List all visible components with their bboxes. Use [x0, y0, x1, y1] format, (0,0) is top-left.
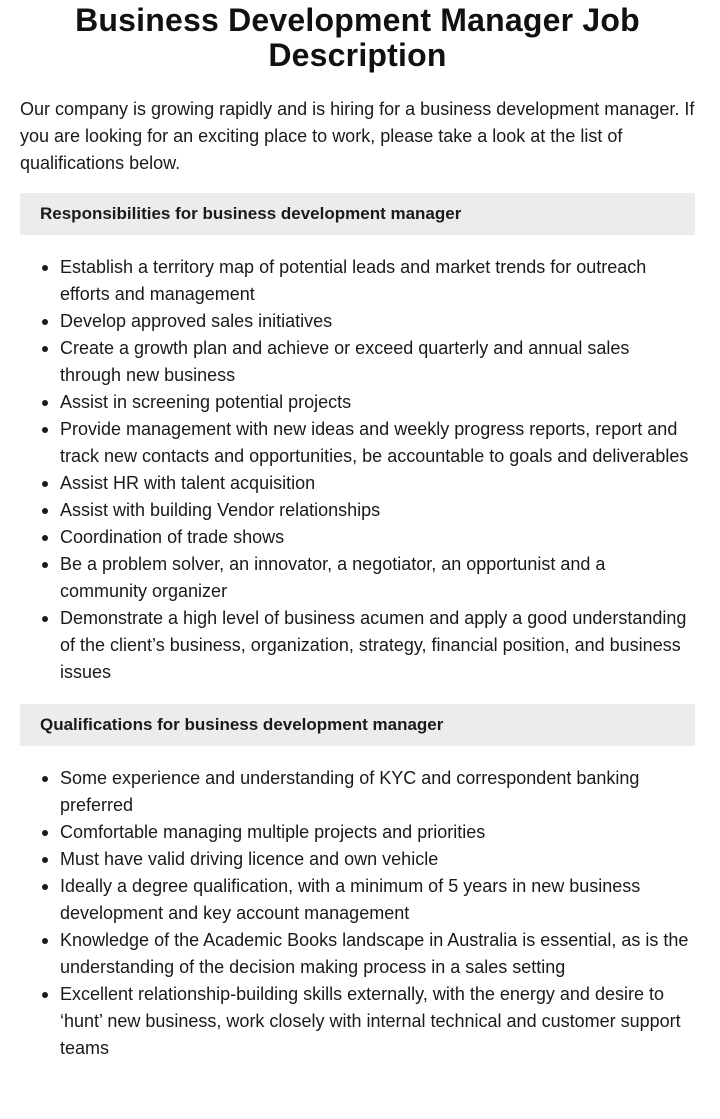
qualifications-heading: Qualifications for business development manager: [20, 704, 695, 746]
responsibilities-list: [20, 254, 695, 686]
list-item: Be a problem solver, an innovator, a negotiator, an opportunist and a community organizer: [60, 551, 695, 605]
list-item: Comfortable managing multiple projects and priorities: [60, 819, 695, 846]
list-item: Some experience and understanding of KYC and correspondent banking preferred: [60, 765, 695, 819]
list-item: Ideally a degree qualification, with a minimum of 5 years in new business development and key account management: [60, 873, 695, 927]
list-item: Must have valid driving licence and own vehicle: [60, 846, 695, 873]
list-item: Establish a territory map of potential leads and market trends for outreach efforts and management: [60, 254, 695, 308]
list-item: Coordination of trade shows: [60, 524, 695, 551]
list-item: Excellent relationship-building skills externally, with the energy and desire to ‘hunt’ new business, work closely with internal technical and customer support teams: [60, 981, 695, 1062]
list-item: Knowledge of the Academic Books landscape in Australia is essential, as is the understanding of the decision making process in a sales setting: [60, 927, 695, 981]
responsibilities-heading: Responsibilities for business development manager: [20, 193, 695, 235]
page-title: Business Development Manager Job Description: [75, 2, 640, 73]
list-item: Demonstrate a high level of business acumen and apply a good understanding of the client’s business, organization, strategy, financial position, and business issues: [60, 605, 695, 686]
list-item: Assist in screening potential projects: [60, 389, 695, 416]
intro-paragraph: Our company is growing rapidly and is hiring for a business development manager. If you are looking for an exciting place to work, please take a look at the list of qualifications below.: [20, 99, 695, 173]
list-item: Create a growth plan and achieve or exceed quarterly and annual sales through new business: [60, 335, 695, 389]
list-item: Assist with building Vendor relationships: [60, 497, 695, 524]
list-item: Assist HR with talent acquisition: [60, 470, 695, 497]
list-item: Provide management with new ideas and weekly progress reports, report and track new contacts and opportunities, be accountable to goals and deliverables: [60, 416, 695, 470]
list-item: Develop approved sales initiatives: [60, 308, 695, 335]
qualifications-list: [20, 765, 695, 1062]
